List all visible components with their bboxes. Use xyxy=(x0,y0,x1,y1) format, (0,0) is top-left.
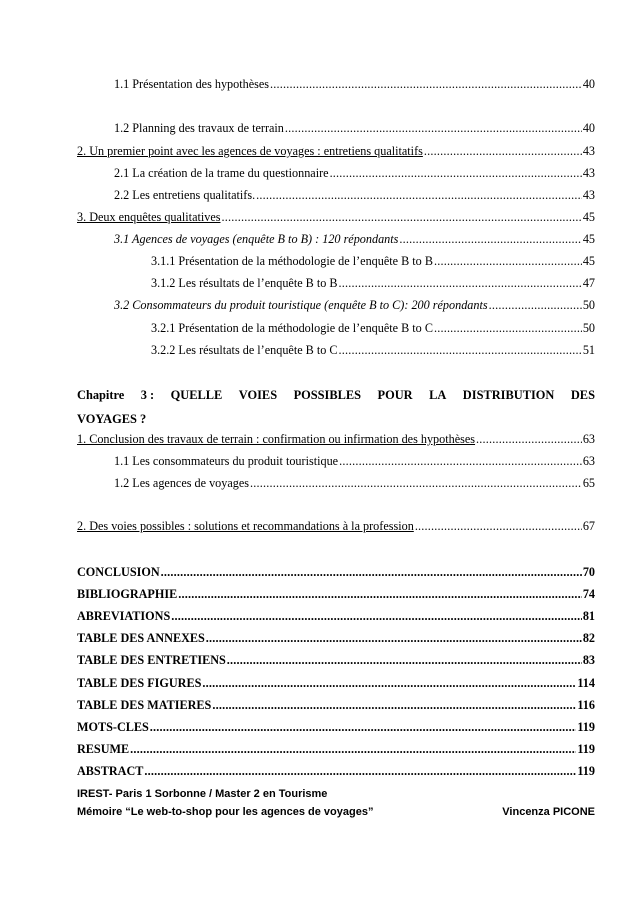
toc-entry-title: 2. Des voies possibles : solutions et recommandations à la profession xyxy=(77,519,414,533)
toc-leader xyxy=(161,564,582,580)
toc-entry[interactable] xyxy=(151,253,595,269)
toc-leader xyxy=(285,120,582,136)
chapter-word: VOIES xyxy=(238,388,278,402)
toc-entry-page: 43 xyxy=(582,144,595,158)
toc-entry[interactable] xyxy=(77,586,595,602)
toc-entry-page: 70 xyxy=(582,565,595,579)
chapter-word: Chapitre xyxy=(77,388,125,402)
toc-leader xyxy=(415,518,582,534)
toc-leader xyxy=(434,320,582,336)
toc-entry-page: 47 xyxy=(582,276,595,290)
toc-entry[interactable] xyxy=(77,143,595,159)
toc-leader xyxy=(212,697,576,713)
toc-leader xyxy=(178,586,582,602)
toc-entry-title: MOTS-CLES xyxy=(77,720,149,734)
toc-leader xyxy=(434,253,582,269)
toc-entry-title: CONCLUSION xyxy=(77,565,160,579)
toc-entry-title: 2.1 La création de la trame du questionnaire xyxy=(114,166,329,180)
toc-entry[interactable] xyxy=(77,741,595,757)
toc-entry-title: 3.1 Agences de voyages (enquête B to B) : 120 répondants xyxy=(114,232,399,246)
toc-entry[interactable] xyxy=(114,297,595,313)
footer-thesis-title: Mémoire “Le web-to-shop pour les agences de voyages” xyxy=(77,806,374,818)
toc-leader xyxy=(222,209,582,225)
chapter-word: QUELLE xyxy=(170,388,223,402)
toc-entry-title: TABLE DES MATIERES xyxy=(77,698,212,712)
toc-entry-title: 1.2 Les agences de voyages xyxy=(114,476,250,490)
toc-entry[interactable] xyxy=(114,475,595,491)
chapter-word: LA xyxy=(429,388,447,402)
toc-entry[interactable] xyxy=(77,431,595,447)
toc-leader xyxy=(130,741,576,757)
toc-entry[interactable] xyxy=(114,165,595,181)
toc-entry-page: 50 xyxy=(582,321,595,335)
toc-entry-title: 3. Deux enquêtes qualitatives xyxy=(77,210,221,224)
chapter-heading[interactable] xyxy=(77,383,595,431)
toc-entry-page: 74 xyxy=(582,587,595,601)
toc-entry[interactable] xyxy=(77,630,595,646)
toc-entry[interactable] xyxy=(77,719,595,735)
toc-entry-page: 114 xyxy=(577,676,595,690)
toc-entry[interactable] xyxy=(114,187,595,203)
toc-entry-page: 51 xyxy=(582,343,595,357)
toc-entry-title: BIBLIOGRAPHIE xyxy=(77,587,178,601)
chapter-heading-line-2: VOYAGES ? xyxy=(77,412,147,426)
toc-entry[interactable] xyxy=(77,697,595,713)
toc-entry[interactable] xyxy=(114,76,595,92)
toc-entry-page: 45 xyxy=(582,210,595,224)
toc-entry-page: 63 xyxy=(582,454,595,468)
toc-entry-title: 2. Un premier point avec les agences de voyages : entretiens qualitatifs xyxy=(77,144,423,158)
toc-entry-page: 119 xyxy=(577,764,595,778)
toc-entry[interactable] xyxy=(151,320,595,336)
toc-entry-title: ABREVIATIONS xyxy=(77,609,171,623)
toc-entry-page: 116 xyxy=(577,698,595,712)
toc-entry-title: 1.2 Planning des travaux de terrain xyxy=(114,121,284,135)
toc-entry-page: 45 xyxy=(582,254,595,268)
page-footer xyxy=(77,785,595,821)
toc-leader xyxy=(171,608,582,624)
toc-entry-page: 63 xyxy=(582,432,595,446)
toc-entry-title: 1.1 Les consommateurs du produit touristique xyxy=(114,454,339,468)
toc-leader xyxy=(144,763,576,779)
toc-leader xyxy=(339,342,582,358)
toc-entry-title: 1.1 Présentation des hypothèses xyxy=(114,77,270,91)
toc-entry-title: 3.2 Consommateurs du produit touristique (enquête B to C): 200 répondants xyxy=(114,298,488,312)
toc-leader xyxy=(270,76,582,92)
toc-entry-page: 119 xyxy=(577,742,595,756)
footer-line-2 xyxy=(77,803,595,821)
toc-entry-title: 3.2.2 Les résultats de l’enquête B to C xyxy=(151,343,338,357)
chapter-word: DISTRIBUTION xyxy=(462,388,555,402)
toc-leader xyxy=(424,143,582,159)
toc-entry[interactable] xyxy=(151,275,595,291)
toc-entry[interactable] xyxy=(77,675,595,691)
toc-entry-page: 40 xyxy=(582,121,595,135)
toc-entry[interactable] xyxy=(77,652,595,668)
toc-leader xyxy=(250,475,582,491)
toc-entry-page: 43 xyxy=(582,166,595,180)
toc-entry-title: TABLE DES ENTRETIENS xyxy=(77,653,226,667)
toc-entry-page: 119 xyxy=(577,720,595,734)
toc-entry[interactable] xyxy=(151,342,595,358)
toc-leader xyxy=(206,630,582,646)
toc-entry-page: 82 xyxy=(582,631,595,645)
toc-entry-title: 3.2.1 Présentation de la méthodologie de l’enquête B to C xyxy=(151,321,433,335)
toc-entry[interactable] xyxy=(77,608,595,624)
toc-entry-page: 40 xyxy=(582,77,595,91)
toc-entry[interactable] xyxy=(77,763,595,779)
toc-leader xyxy=(256,187,582,203)
toc-entry[interactable] xyxy=(114,120,595,136)
chapter-word: DES xyxy=(570,388,595,402)
chapter-word: 3 : xyxy=(140,388,155,402)
toc-leader xyxy=(202,675,576,691)
toc-leader xyxy=(339,275,582,291)
footer-author: Vincenza PICONE xyxy=(502,806,595,818)
toc-entry-page: 81 xyxy=(582,609,595,623)
toc-entry-page: 83 xyxy=(582,653,595,667)
toc-leader xyxy=(476,431,582,447)
chapter-word: POUR xyxy=(377,388,413,402)
toc-entry-page: 45 xyxy=(582,232,595,246)
toc-entry-page: 50 xyxy=(582,298,595,312)
toc-entry[interactable] xyxy=(114,231,595,247)
chapter-heading-line-1 xyxy=(77,383,595,407)
toc-leader xyxy=(150,719,577,735)
toc-entry[interactable] xyxy=(77,209,595,225)
footer-institution: IREST- Paris 1 Sorbonne / Master 2 en Tourisme xyxy=(77,788,328,800)
toc-leader xyxy=(330,165,582,181)
toc-entry-title: 3.1.1 Présentation de la méthodologie de l’enquête B to B xyxy=(151,254,433,268)
toc-entry[interactable] xyxy=(114,453,595,469)
toc-entry-title: 1. Conclusion des travaux de terrain : confirmation ou infirmation des hypothèses xyxy=(77,432,476,446)
toc-entry-page: 43 xyxy=(582,188,595,202)
toc-leader xyxy=(339,453,582,469)
toc-entry[interactable] xyxy=(77,518,595,534)
toc-entry-title: RESUME xyxy=(77,742,130,756)
toc-leader xyxy=(399,231,581,247)
toc-entry-title: TABLE DES FIGURES xyxy=(77,676,202,690)
toc-entry-title: 2.2 Les entretiens qualitatifs. xyxy=(114,188,256,202)
toc-entry-page: 67 xyxy=(582,519,595,533)
toc-leader xyxy=(227,652,582,668)
toc-entry-page: 65 xyxy=(582,476,595,490)
toc-entry-title: 3.1.2 Les résultats de l’enquête B to B xyxy=(151,276,338,290)
toc-leader xyxy=(489,297,582,313)
toc-entry-title: ABSTRACT xyxy=(77,764,144,778)
toc-entry-title: TABLE DES ANNEXES xyxy=(77,631,205,645)
chapter-word: POSSIBLES xyxy=(293,388,362,402)
toc-entry[interactable] xyxy=(77,564,595,580)
